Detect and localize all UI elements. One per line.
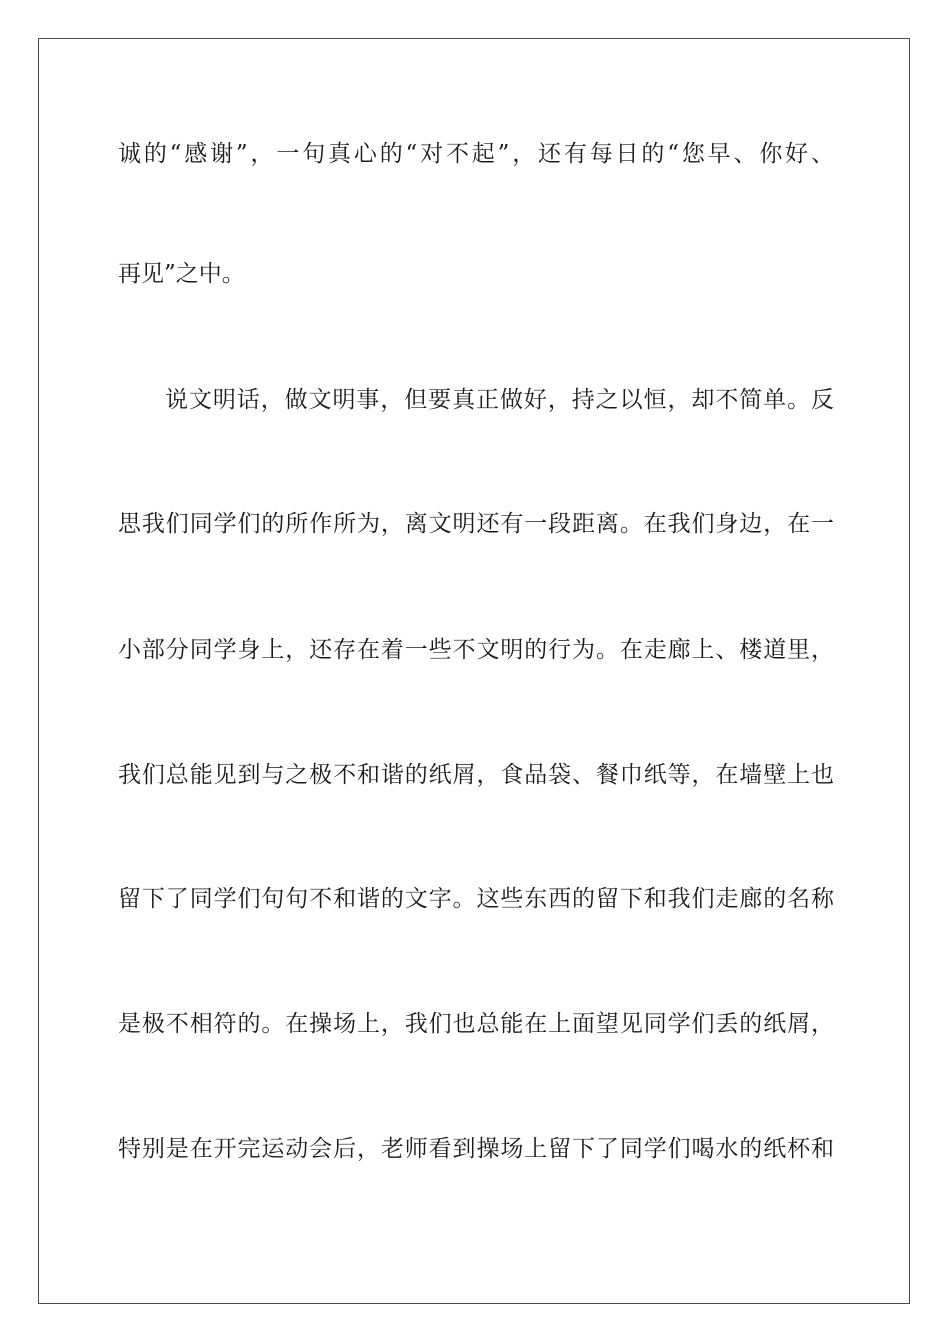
- text-line: 是极不相符的。在操场上，我们也总能在上面望见同学们丢的纸屑，: [118, 1011, 834, 1037]
- text-line: 思我们同学们的所作所为，离文明还有一段距离。在我们身边，在一: [118, 511, 834, 537]
- page-border: [38, 38, 910, 1304]
- paragraph-first-line: 说文明话，做文明事，但要真正做好，持之以恒，却不简单。反: [165, 387, 834, 413]
- text-line: 小部分同学身上，还存在着一些不文明的行为。在走廊上、楼道里，: [118, 637, 834, 663]
- text-line: 诚的“感谢”，一句真心的“对不起”，还有每日的“您早、你好、: [118, 141, 834, 167]
- text-line: 留下了同学们句句不和谐的文字。这些东西的留下和我们走廊的名称: [118, 886, 834, 912]
- text-line: 我们总能见到与之极不和谐的纸屑，食品袋、餐巾纸等，在墙壁上也: [118, 762, 834, 788]
- text-line: 再见”之中。: [118, 261, 245, 287]
- text-line: 特别是在开完运动会后，老师看到操场上留下了同学们喝水的纸杯和: [118, 1136, 834, 1162]
